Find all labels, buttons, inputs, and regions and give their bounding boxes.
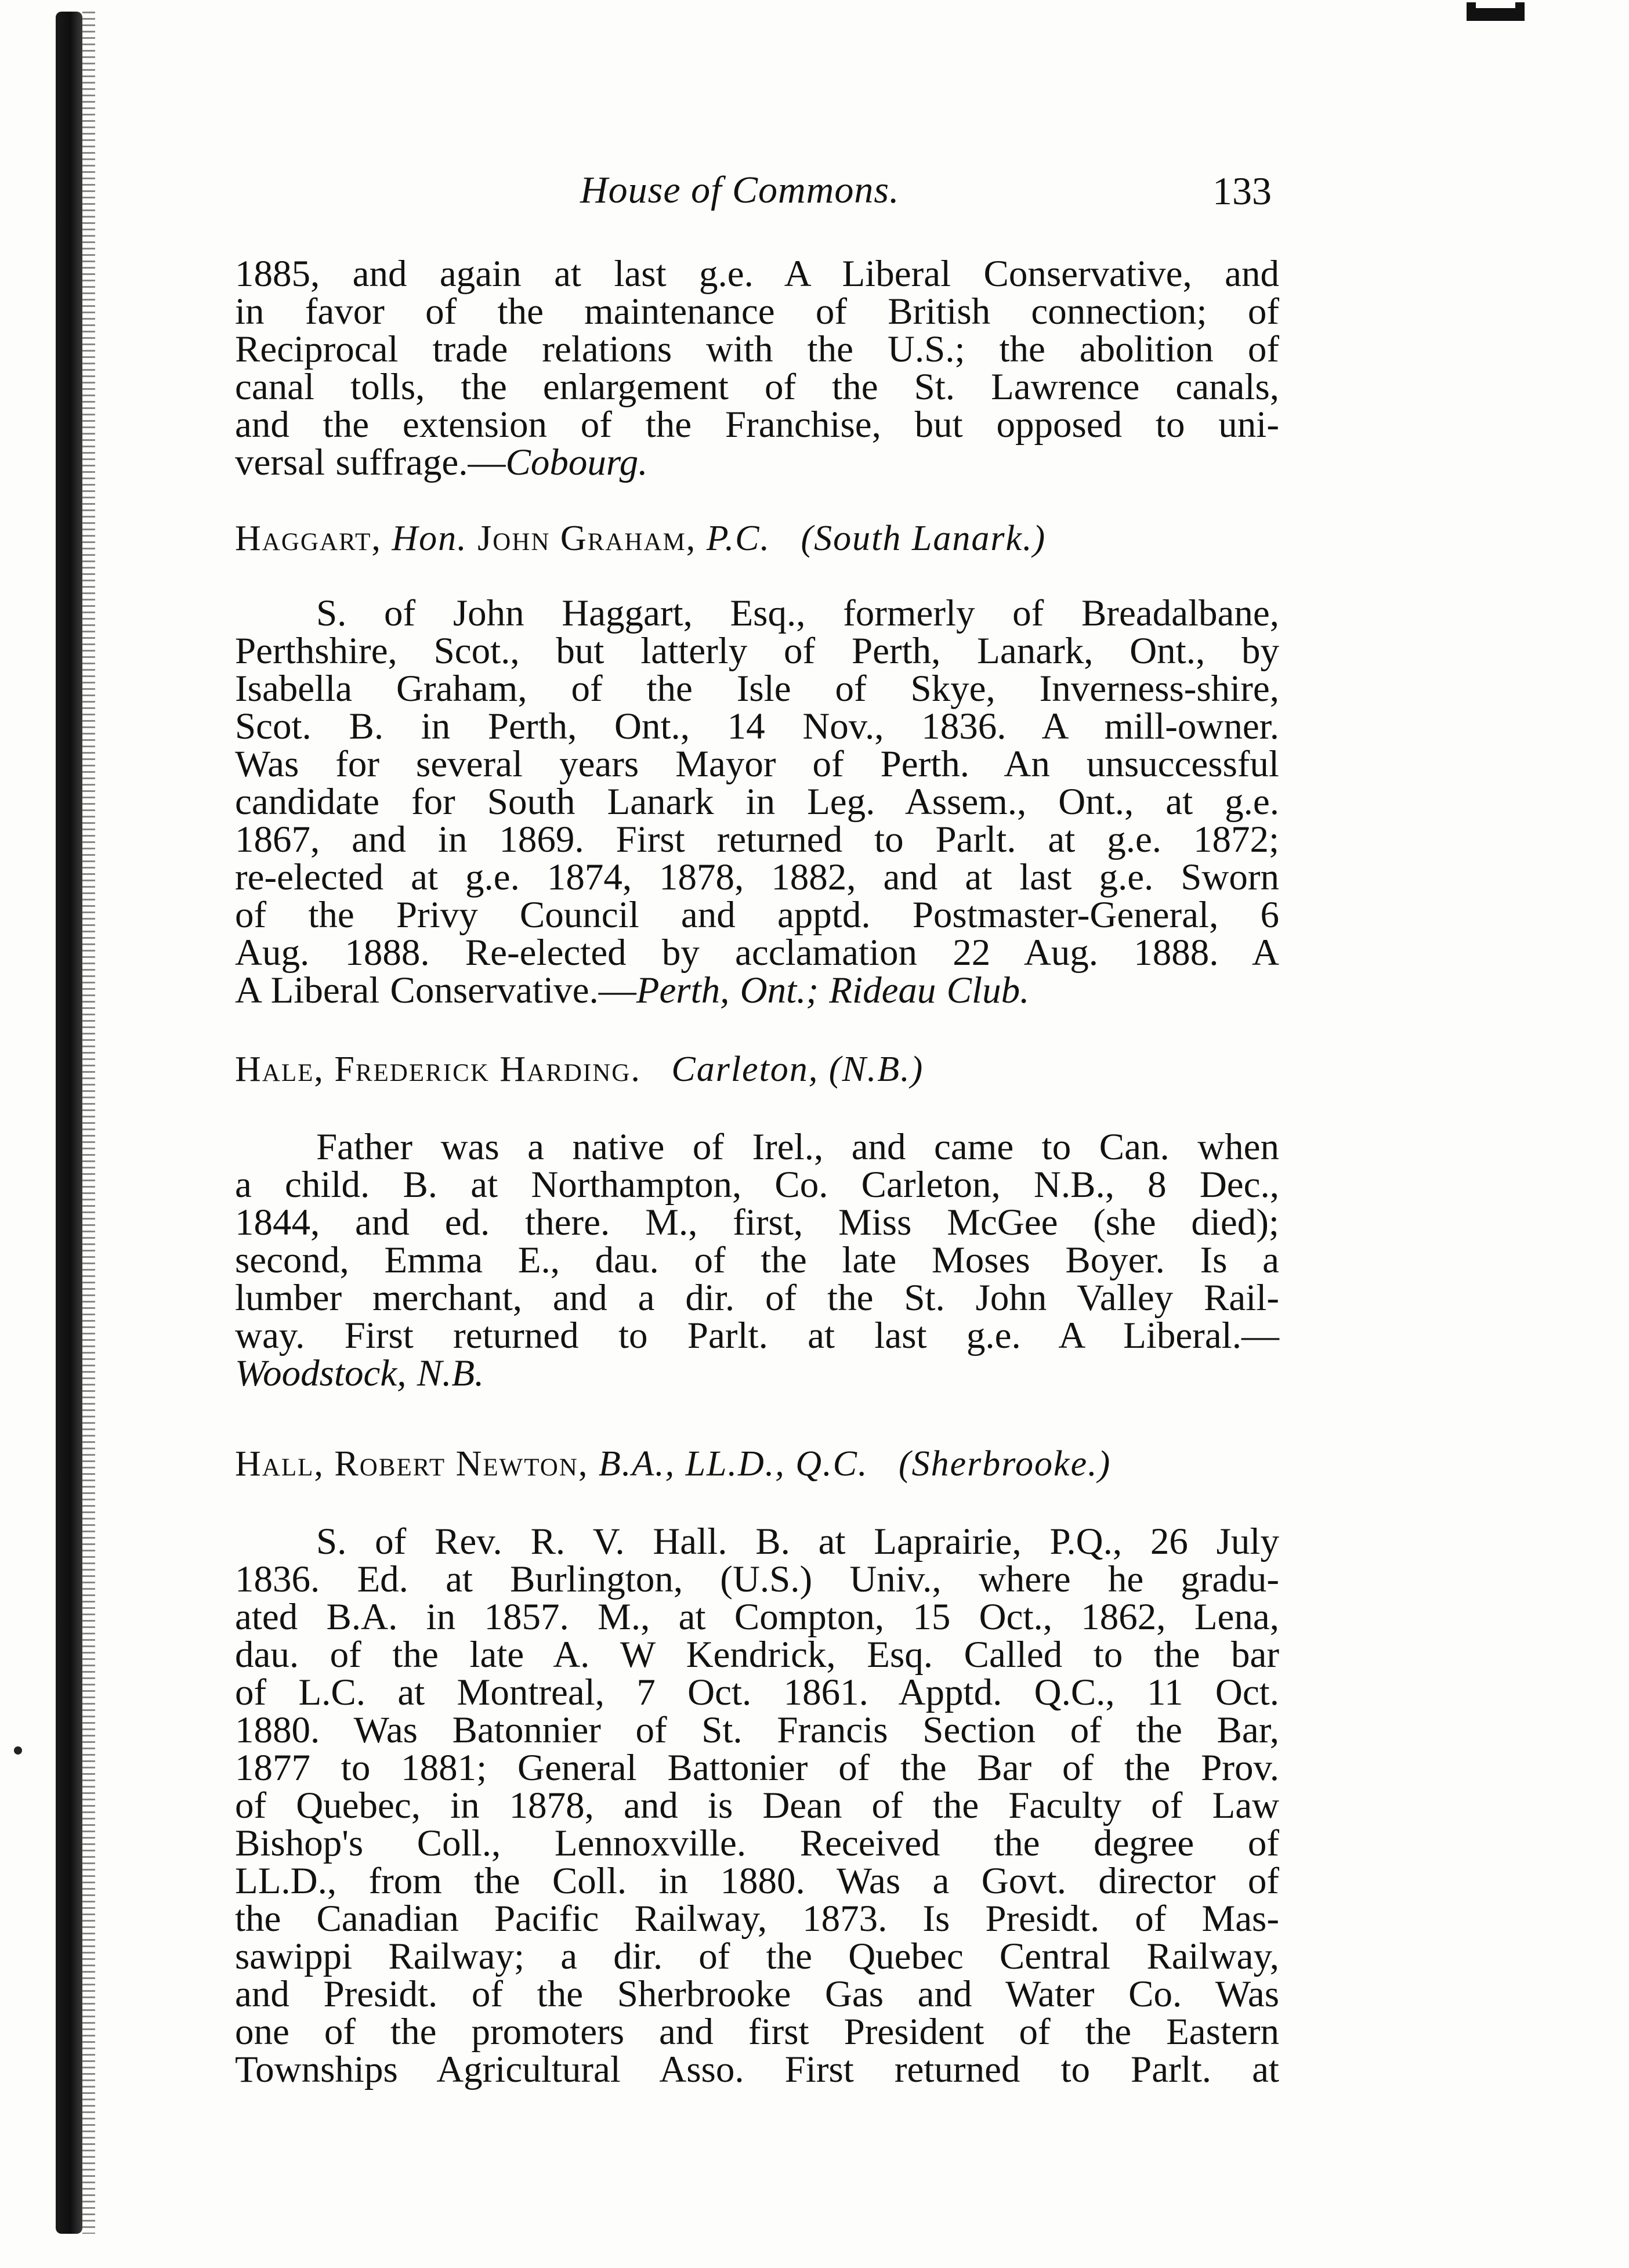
text-fragment: A Liberal Conservative.—: [235, 970, 636, 1011]
constituency: (South Lanark.): [801, 519, 1047, 558]
text-line: re-elected at g.e. 1874, 1878, 1882, and at last g.e. Sworn: [235, 856, 1279, 898]
text-line: one of the promoters and first President of the Eastern: [235, 2011, 1279, 2053]
surname: Hale,: [235, 1050, 324, 1089]
suffix: B.A., LL.D., Q.C.: [598, 1444, 868, 1484]
text-line: S. of Rev. R. V. Hall. B. at Laprairie, P.Q., 26 July: [316, 1521, 1279, 1562]
residence: Woodstock, N.B.: [235, 1352, 484, 1394]
page-number: 133: [1212, 169, 1272, 213]
text-line: 1877 to 1881; General Battonier of the Bar of the Prov.: [235, 1747, 1279, 1789]
text-line: Isabella Graham, of the Isle of Skye, Inverness-shire,: [235, 668, 1279, 710]
entry-body-haggart: [235, 592, 1279, 1011]
text-line: [235, 1352, 1279, 1394]
text-line: and the extension of the Franchise, but opposed to uni-: [235, 404, 1279, 446]
text-line: sawippi Railway; a dir. of the Quebec Central Railway,: [235, 1936, 1279, 1977]
surname: Hall,: [235, 1444, 324, 1484]
text-line: of Quebec, in 1878, and is Dean of the Faculty of Law: [235, 1785, 1279, 1826]
text-line: of the Privy Council and apptd. Postmaster-General, 6: [235, 894, 1279, 936]
text-line: a child. B. at Northampton, Co. Carleton, N.B., 8 Dec.,: [235, 1164, 1279, 1206]
constituency: (Sherbrooke.): [898, 1444, 1112, 1484]
text-fragment: versal suffrage.—: [235, 442, 506, 483]
corner-scan-mark: [1467, 8, 1525, 21]
text-line: 1844, and ed. there. M., first, Miss McGee (she died);: [235, 1202, 1279, 1243]
text-line: Father was a native of Irel., and came to Can. when: [316, 1126, 1279, 1168]
residence: Cobourg.: [505, 442, 648, 483]
text-line: ated B.A. in 1857. M., at Compton, 15 Oct., 1862, Lena,: [235, 1596, 1279, 1638]
text-line: 1880. Was Batonnier of St. Francis Section of the Bar,: [235, 1709, 1279, 1751]
entry-heading-hale: [235, 1050, 924, 1088]
text-line: second, Emma E., dau. of the late Moses Boyer. Is a: [235, 1239, 1279, 1281]
text-line: Aug. 1888. Re-elected by acclamation 22 Aug. 1888. A: [235, 932, 1279, 974]
text-line: of L.C. at Montreal, 7 Oct. 1861. Apptd. Q.C., 11 Oct.: [235, 1672, 1279, 1713]
text-line: [235, 444, 1279, 482]
binding-shadow: [82, 12, 95, 2234]
text-line: in favor of the maintenance of British connection; of: [235, 291, 1279, 332]
text-line: canal tolls, the enlargement of the St. Lawrence canals,: [235, 366, 1279, 408]
suffix: P.C.: [706, 519, 771, 558]
intro-paragraph: [235, 255, 1279, 482]
surname: Haggart,: [235, 519, 382, 558]
text-line: Scot. B. in Perth, Ont., 14 Nov., 1836. A mill-owner.: [235, 706, 1279, 747]
binding-edge: [56, 12, 82, 2234]
text-line: dau. of the late A. W Kendrick, Esq. Called to the bar: [235, 1634, 1279, 1676]
residence: Perth, Ont.; Rideau Club.: [636, 970, 1030, 1011]
honorific: Hon.: [392, 519, 468, 558]
given-names: Robert Newton,: [334, 1444, 589, 1484]
text-line: Bishop's Coll., Lennoxville. Received the degree of: [235, 1822, 1279, 1864]
text-line: the Canadian Pacific Railway, 1873. Is Presidt. of Mas-: [235, 1898, 1279, 1940]
text-line: 1867, and in 1869. First returned to Parlt. at g.e. 1872;: [235, 819, 1279, 860]
constituency: Carleton, (N.B.): [671, 1050, 924, 1089]
entry-body-hall: [235, 1523, 1279, 2089]
text-line: S. of John Haggart, Esq., formerly of Breadalbane,: [316, 592, 1279, 634]
text-line: 1836. Ed. at Burlington, (U.S.) Univ., where he gradu-: [235, 1558, 1279, 1600]
given-names: Frederick Harding.: [334, 1050, 641, 1089]
running-head: House of Commons.: [580, 169, 900, 211]
text-line: Townships Agricultural Asso. First returned to Parlt. at: [235, 2049, 1279, 2090]
text-line: candidate for South Lanark in Leg. Assem., Ont., at g.e.: [235, 781, 1279, 823]
stray-ink-dot: [14, 1746, 22, 1755]
text-line: Reciprocal trade relations with the U.S.; the abolition of: [235, 328, 1279, 370]
text-line: [235, 972, 1279, 1010]
text-line: Was for several years Mayor of Perth. An unsuccessful: [235, 743, 1279, 785]
entry-heading-haggart: [235, 519, 1046, 558]
text-line: and Presidt. of the Sherbrooke Gas and Water Co. Was: [235, 1973, 1279, 2015]
text-line: lumber merchant, and a dir. of the St. John Valley Rail-: [235, 1277, 1279, 1319]
entry-heading-hall: [235, 1445, 1111, 1483]
text-line: Perthshire, Scot., but latterly of Perth, Lanark, Ont., by: [235, 630, 1279, 672]
text-line: 1885, and again at last g.e. A Liberal Conservative, and: [235, 253, 1279, 295]
text-line: way. First returned to Parlt. at last g.e. A Liberal.—: [235, 1315, 1279, 1357]
entry-body-hale: [235, 1128, 1279, 1392]
text-line: LL.D., from the Coll. in 1880. Was a Govt. director of: [235, 1860, 1279, 1902]
given-names: John Graham,: [477, 519, 697, 558]
